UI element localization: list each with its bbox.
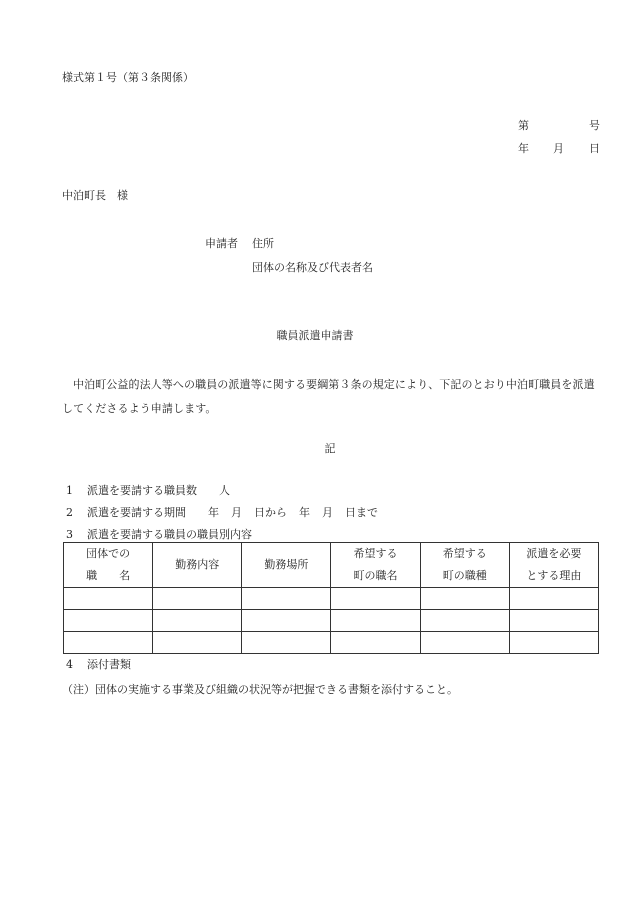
period-end-year: 年 [299, 506, 310, 519]
header-duties: 勤務内容 [153, 543, 242, 588]
date-month: 月 [553, 142, 564, 155]
period-end-month: 月 [322, 506, 333, 519]
table-cell[interactable] [153, 610, 242, 632]
table-cell[interactable] [420, 588, 509, 610]
document-number-suffix: 号 [589, 119, 600, 132]
table-cell[interactable] [242, 610, 331, 632]
applicant-address-label: 住所 [252, 237, 274, 250]
table-cell[interactable] [64, 632, 153, 654]
body-text: 中泊町公益的法人等への職員の派遣等に関する要綱第３条の規定により、下記のとおり中泊町職員を派遣してくださるよう申請します。 [62, 378, 595, 415]
period-start-year: 年 [208, 506, 219, 519]
item-number: 2 [66, 506, 73, 519]
table-cell[interactable] [420, 610, 509, 632]
item-text: 派遣を要請する職員の職員別内容 [87, 528, 252, 541]
note-text: （注）団体の実施する事業及び組織の状況等が把握できる書類を添付すること。 [62, 683, 458, 696]
table-cell[interactable] [64, 610, 153, 632]
item-text: 派遣を要請する期間 [87, 506, 186, 519]
table-cell[interactable] [331, 588, 420, 610]
item-number: 1 [66, 484, 73, 497]
table-cell[interactable] [509, 610, 598, 632]
header-org-title: 団体での 職 名 [64, 543, 153, 588]
table-cell[interactable] [242, 632, 331, 654]
document-title: 職員派遣申請書 [276, 329, 354, 342]
table-cell[interactable] [242, 588, 331, 610]
document-number-prefix: 第 [518, 119, 529, 132]
table-cell[interactable] [153, 632, 242, 654]
period-start-day: 日から [254, 506, 287, 519]
table-cell[interactable] [331, 610, 420, 632]
table-row [64, 632, 599, 654]
table-cell[interactable] [509, 588, 598, 610]
unit-people: 人 [219, 484, 230, 497]
applicant-label: 申請者 [205, 237, 238, 250]
table-header-row [64, 543, 599, 588]
form-number: 様式第１号（第３条関係） [62, 71, 194, 84]
period-start-month: 月 [231, 506, 242, 519]
table-cell[interactable] [509, 632, 598, 654]
staff-details-table [63, 542, 599, 654]
table-row [64, 610, 599, 632]
recipient: 中泊町長 様 [62, 189, 128, 202]
item-dispatch-period [66, 507, 378, 518]
item-text: 派遣を要請する職員数 [87, 484, 197, 497]
item-attachments [66, 659, 131, 670]
table-cell[interactable] [331, 632, 420, 654]
header-reason: 派遣を必要 とする理由 [509, 543, 598, 588]
applicant-org-label: 団体の名称及び代表者名 [252, 261, 373, 274]
item-text: 添付書類 [87, 658, 131, 671]
date-day: 日 [589, 142, 600, 155]
table-row [64, 588, 599, 610]
table-cell[interactable] [64, 588, 153, 610]
period-end-day: 日まで [345, 506, 378, 519]
header-desired-town-job-type: 希望する 町の職種 [420, 543, 509, 588]
item-staff-details [66, 529, 252, 540]
date-year: 年 [518, 142, 529, 155]
header-workplace: 勤務場所 [242, 543, 331, 588]
table-cell[interactable] [420, 632, 509, 654]
table-cell[interactable] [153, 588, 242, 610]
item-staff-count [66, 485, 230, 496]
header-desired-town-title: 希望する 町の職名 [331, 543, 420, 588]
item-number: 3 [66, 528, 73, 541]
item-number: 4 [66, 658, 73, 671]
ki-heading: 記 [324, 442, 336, 455]
